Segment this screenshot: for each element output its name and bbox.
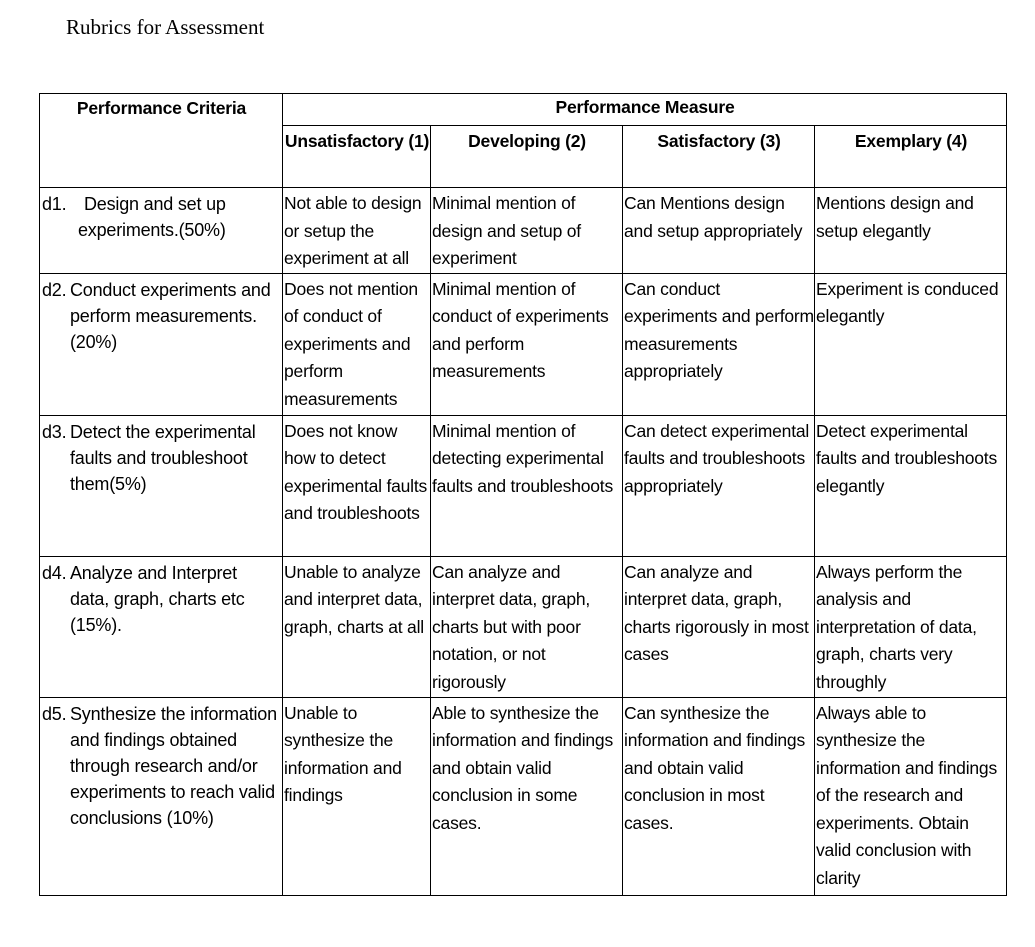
level-header-exemplary: Exemplary (4) bbox=[815, 126, 1007, 188]
measure-text: Not able to design or setup the experiment at all bbox=[284, 193, 422, 268]
criterion-cell bbox=[40, 697, 283, 895]
criterion-text: Conduct experiments and perform measurements.(20%) bbox=[70, 279, 271, 352]
measure-text: Unable to synthesize the information and findings bbox=[284, 702, 402, 805]
criterion-number: d2. bbox=[42, 279, 67, 300]
measure-text: Can analyze and interpret data, graph, charts but with poor notation, or not rigorously bbox=[432, 561, 591, 692]
measure-cell bbox=[431, 188, 623, 274]
level-header-developing: Developing (2) bbox=[431, 126, 623, 188]
criterion-cell bbox=[40, 556, 283, 697]
measure-cell bbox=[815, 556, 1007, 697]
measure-cell bbox=[815, 273, 1007, 415]
table-row bbox=[40, 556, 1007, 697]
criterion-number: d5. bbox=[42, 703, 67, 724]
measure-text: Always perform the analysis and interpretation of data, graph, charts very throughly bbox=[816, 561, 977, 692]
measure-text: Mentions design and setup elegantly bbox=[816, 193, 974, 241]
measure-cell bbox=[431, 415, 623, 556]
measure-cell bbox=[623, 697, 815, 895]
criterion-number: d1. bbox=[42, 194, 67, 214]
measure-cell bbox=[283, 556, 431, 697]
measure-text: Unable to analyze and interpret data, graph, charts at all bbox=[284, 561, 424, 637]
measure-text: Experiment is conduced elegantly bbox=[816, 278, 999, 326]
measure-cell bbox=[283, 188, 431, 274]
measure-cell bbox=[283, 273, 431, 415]
measure-cell bbox=[623, 556, 815, 697]
criterion-cell bbox=[40, 415, 283, 556]
measure-cell bbox=[283, 697, 431, 895]
criterion-text: Analyze and Interpret data, graph, charts etc (15%). bbox=[70, 562, 245, 635]
table-row bbox=[40, 273, 1007, 415]
measure-cell bbox=[623, 415, 815, 556]
rubric-table bbox=[39, 93, 1007, 896]
level-header-satisfactory: Satisfactory (3) bbox=[623, 126, 815, 188]
level-header-unsatisfactory: Unsatisfactory (1) bbox=[283, 126, 431, 188]
criteria-header: Performance Criteria bbox=[40, 94, 283, 188]
measure-text: Can detect experimental faults and troubleshoots appropriately bbox=[624, 420, 810, 496]
criterion-text: Detect the experimental faults and troubleshoot them(5%) bbox=[70, 421, 256, 494]
measure-cell bbox=[431, 697, 623, 895]
measure-cell bbox=[283, 415, 431, 556]
measure-text: Minimal mention of conduct of experiments and perform measurements bbox=[432, 278, 609, 381]
measure-cell bbox=[815, 415, 1007, 556]
measure-cell bbox=[815, 188, 1007, 274]
measure-header: Performance Measure bbox=[283, 94, 1007, 126]
measure-cell bbox=[623, 188, 815, 274]
measure-cell bbox=[431, 273, 623, 415]
table-row bbox=[40, 415, 1007, 556]
measure-text: Able to synthesize the information and findings and obtain valid conclusion in some cases. bbox=[432, 702, 614, 833]
measure-text: Always able to synthesize the information and findings of the research and experiments. Obtain valid conclusion with clarity bbox=[816, 702, 998, 888]
criterion-number: d3. bbox=[42, 421, 67, 442]
criterion-cell bbox=[40, 188, 283, 274]
measure-text: Detect experimental faults and troubleshoots elegantly bbox=[816, 420, 998, 496]
measure-text: Can Mentions design and setup appropriately bbox=[624, 193, 803, 241]
measure-text: Minimal mention of design and setup of experiment bbox=[432, 193, 581, 268]
measure-text: Does not mention of conduct of experiments and perform measurements bbox=[284, 278, 418, 409]
document-title: Rubrics for Assessment bbox=[66, 15, 265, 39]
criterion-text: Design and set up experiments.(50%) bbox=[78, 194, 226, 240]
measure-cell bbox=[431, 556, 623, 697]
measure-cell bbox=[815, 697, 1007, 895]
table-row bbox=[40, 188, 1007, 274]
measure-text: Can analyze and interpret data, graph, charts rigorously in most cases bbox=[624, 561, 809, 664]
criterion-number: d4. bbox=[42, 562, 67, 583]
measure-cell bbox=[623, 273, 815, 415]
criterion-text: Synthesize the information and findings obtained through research and/or experiments to reach valid conclusions (10%) bbox=[70, 703, 277, 828]
measure-text: Does not know how to detect experimental faults and troubleshoots bbox=[284, 420, 428, 523]
criterion-cell bbox=[40, 273, 283, 415]
measure-text: Can synthesize the information and findings and obtain valid conclusion in most cases. bbox=[624, 702, 806, 833]
measure-text: Minimal mention of detecting experimental faults and troubleshoots bbox=[432, 420, 614, 496]
table-row bbox=[40, 697, 1007, 895]
measure-text: Can conduct experiments and perform measurements appropriately bbox=[624, 278, 814, 381]
